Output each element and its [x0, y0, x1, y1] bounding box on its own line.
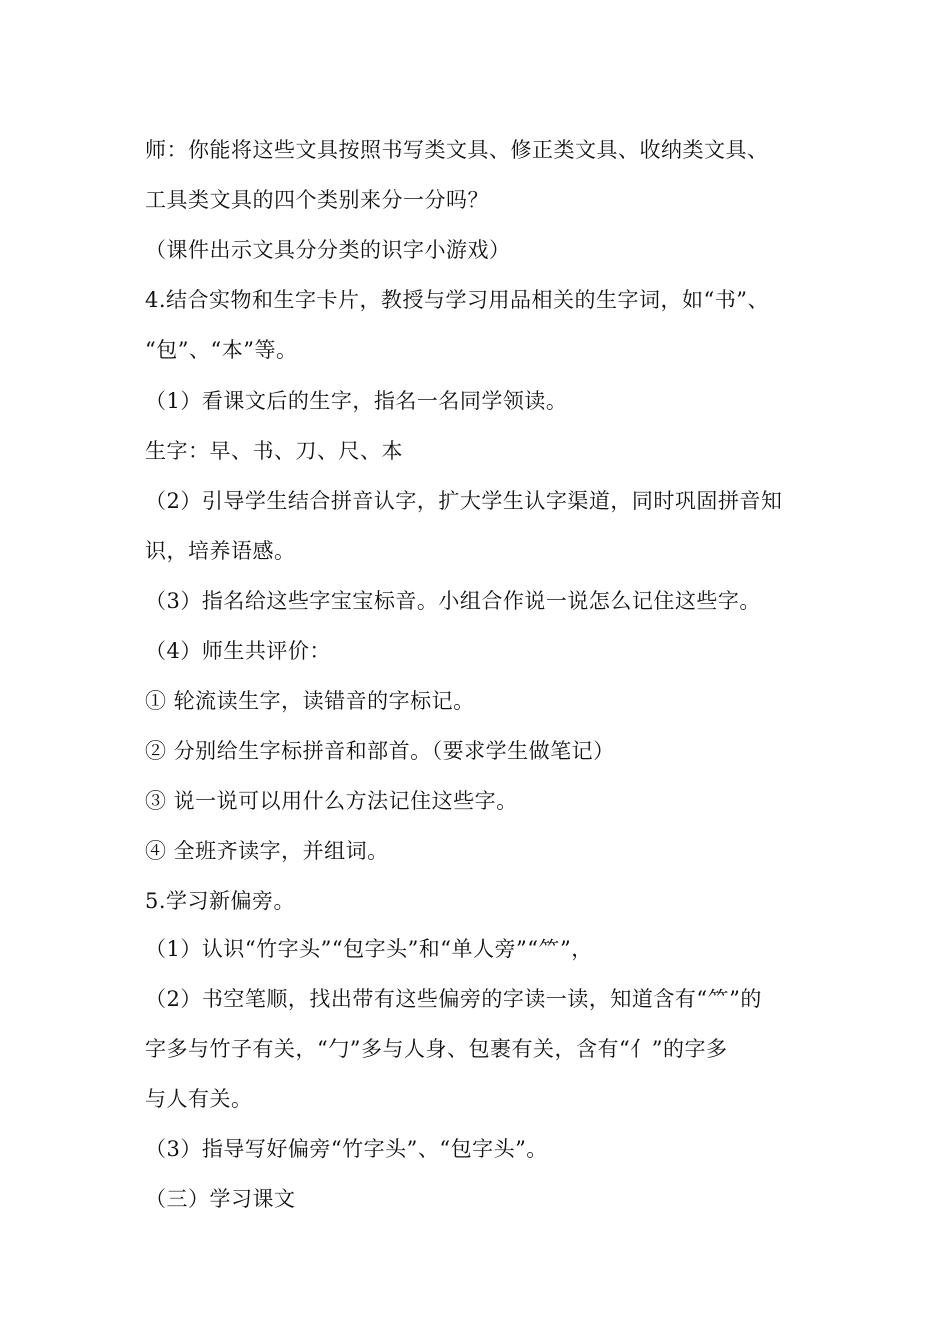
text-line: 4.结合实物和生字卡片，教授与学习用品相关的生字词，如“书”、 — [145, 288, 770, 312]
text-line: “包”、“本”等。 — [145, 338, 298, 362]
section-heading: （三）学习课文 — [145, 1187, 296, 1211]
text-line: （2）书空笔顺，找出带有这些偏旁的字读一读，知道含有“⺮”的 — [145, 987, 762, 1011]
text-line: （课件出示文具分分类的识字小游戏） — [145, 238, 511, 262]
text-line: （3）指导写好偏旁“竹字头”、“包字头”。 — [145, 1137, 548, 1161]
text-line: ② 分别给生字标拼音和部首。（要求学生做笔记） — [145, 739, 615, 763]
text-line: 识，培养语感。 — [145, 539, 296, 563]
text-line: （3）指名给这些字宝宝标音。小组合作说一说怎么记住这些字。 — [145, 589, 761, 613]
text-line: （1）看课文后的生字，指名一名同学领读。 — [145, 389, 568, 413]
text-line: （2）引导学生结合拼音认字，扩大学生认字渠道，同时巩固拼音知 — [145, 489, 783, 513]
text-line: ③ 说一说可以用什么方法记住这些字。 — [145, 789, 518, 813]
text-line: 字多与竹子有关，“勹”多与人身、包裹有关，含有“亻”的字多 — [145, 1037, 728, 1061]
text-line: ① 轮流读生字，读错音的字标记。 — [145, 689, 475, 713]
text-line: （4）师生共评价： — [145, 639, 331, 663]
text-line: ④ 全班齐读字，并组词。 — [145, 839, 389, 863]
text-line: 生字：早、书、刀、尺、本 — [145, 439, 403, 463]
text-line: （1）认识“竹字头”“包字头”和“单人旁”“⺮”， — [145, 937, 593, 961]
text-line: 与人有关。 — [145, 1087, 253, 1111]
text-line: 5.学习新偏旁。 — [145, 889, 296, 913]
text-line: 师：你能将这些文具按照书写类文具、修正类文具、收纳类文具、 — [145, 138, 769, 162]
text-line: 工具类文具的四个类别来分一分吗？ — [145, 188, 489, 212]
